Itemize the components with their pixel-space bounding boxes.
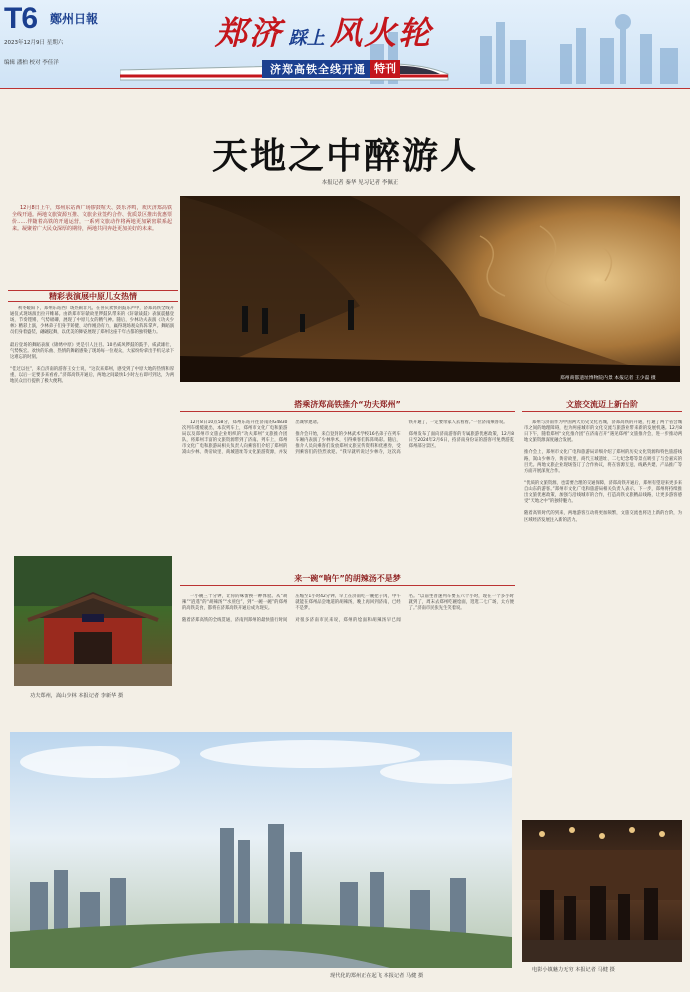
article-headline: 天地之中醉游人 xyxy=(211,135,478,177)
issue-date: 2023年12月9日 星期六 xyxy=(4,40,64,46)
photo-city-caption: 现代化的郑州正在起飞 本报记者 马健 摄 xyxy=(330,973,424,979)
photo-shaolin-temple xyxy=(14,556,172,686)
photo-museum-caption: 郑州商都遗址博物院内景 本报记者 王少磊 摄 xyxy=(560,376,656,381)
photo-city-skyline xyxy=(10,732,512,968)
paper-name: 鄭州日報 xyxy=(50,12,99,26)
banner-tag: 特刊 xyxy=(370,60,400,78)
photo-museum-interior xyxy=(180,196,680,382)
banner-title-part1: 郑济 xyxy=(215,14,284,52)
banner-title xyxy=(215,8,432,54)
banner-title-mid: 踩上 xyxy=(288,28,325,49)
section-text-kungfu: 12月8日10点58分，郑州东站开往济南的G4830次列车缓缓驶出，本次列车上，郑州市文化广电和旅游局以及郑州市文旅企业组织的“功夫郑州”文旅推介团队，将郑州丰富的文旅资源带到了济南。列车上，郑州市文化广电和旅游局相关负责人向乘客们介绍了郑州的嵩山少林、黄帝故里、商城遗址等文化旅游资源，并发出诚挚邀请。 推介会开始，来自登封的少林武术学校16名弟子在列车车厢内表演了少林拳术，引得乘客们阵阵喝彩。随后，推介人员向乘客们发放郑州文旅宣传资料和优惠券，受到乘客们的热烈欢迎。“我早就听说过少林寺，这次高铁开通了，一定要带家人去看看。”一位济南乘客说。 郑州发布了面向济南游客的专属旅游优惠政策，12月8日至2024年2月6日，持济南身份证的游客可免费游览郑州部分景区。 xyxy=(182,420,514,456)
section-head-culture-wrap xyxy=(522,398,682,412)
photo-shaolin-caption: 功夫郑州，嵩山少林 本报记者 李新华 摄 xyxy=(30,693,124,699)
page-number: T6 xyxy=(4,2,38,35)
banner-subtitle-strip xyxy=(262,60,400,78)
editor-credits: 编辑 潘柏 校对 李佳洋 xyxy=(4,60,59,66)
section-head-soup-wrap xyxy=(180,572,515,586)
section-head-kungfu-wrap xyxy=(180,398,515,412)
section-head-kungfu: 搭乘济郑高铁推介“功夫郑州” xyxy=(294,400,401,409)
section-text-soup: 一小碗三十分钟，让你的味蕾换一种体验。从“胡辣”“逍遥”的“胡辣汤”“水煎包”，到“一碗一碗”的郑州的高铁美食，都将在济郑高铁开通后成为现实。 随着济郑高铁的全线贯通，济南到郑州的最快旅行时间压缩至1小时42分钟。早上在济南吃一碗把子肉，中午就能在郑州品尝地道的胡辣汤，晚上再回到济南，已经不是梦。 对很多济南市民来说，郑州的烩面和胡辣汤早已闻名。“以前坐普速列车要五六个小时，现在一个多小时就到了，周末去郑州吃碗烩面，逛逛二七广场，太方便了。”济南市民张先生笑着说。 xyxy=(182,594,514,624)
section-text-culture: 郑州与济南作为中国两大历史文化名城，济郑高铁的开通，打通了两个省会城市之间的地理障碍，也为两座城市的文化交流与旅游业带来新的发展机遇。12月8日下午，随着郑州“文化推介团”在济南召开“遇见郑州”文旅推介会，进一步推动两地文旅资源深度融合发展。 推介会上，郑州市文化广电和旅游局详细介绍了郑州的历史文化资源和特色旅游线路，嵩山少林寺、黄帝故里、商代王城遗址、二七纪念塔等景点吸引了与会嘉宾的目光。两地文旅企业现场签订了合作协议，将在客源互送、线路共建、产品推广等方面开展深度合作。 “优质的文旅资源，也需要合理的交通保障，济郑高铁开通后，郑州有望迎来更多来自山东的游客。”郑州市文化广电和旅游局相关负责人表示，下一步，郑州将持续推出文旅优惠政策，加强与沿线城市的合作，打造高铁文旅精品线路，让更多游客感受“天地之中”的独特魅力。 随着高铁时代的到来，两地游客互动将更加频繁，文旅交流也将迈上新的台阶，为区域经济发展注入新的活力。 xyxy=(524,420,682,523)
section-head-performance: 精彩表演展中原儿女热情 xyxy=(49,291,137,301)
section-head-soup: 来一碗“响午”的胡辣汤不是梦 xyxy=(294,574,401,583)
banner-title-part2: 风火轮 xyxy=(330,14,433,52)
section-head-left-wrap xyxy=(8,290,178,302)
article-lead: 12月8日上午，郑州东站西广场锣鼓喧天、鼓乐齐鸣，欢庆济郑高铁全线开通。两地文旅资源互推、文旅企业签约合作、优质景区推出优惠票价……伴随着高铁的开通运营，一系列文旅动作将两地更加紧密联系起来。凝聚着广大民众深厚的期待，两地共同奔赴更加美好的未来。 xyxy=(12,205,172,232)
page-header xyxy=(0,0,690,88)
banner-subtitle: 济郑高铁全线开通 xyxy=(270,63,366,76)
photo-film-town xyxy=(522,820,682,962)
section-head-culture: 文旅交流迈上新台阶 xyxy=(566,400,638,409)
header-rule xyxy=(0,88,690,89)
section-text-performance: 初冬暖阳下，郑州东站西广场热闹非凡。在喜庆欢快的鼓乐声中，济郑高铁全线开通仪式现场演出拉开帷幕。由新郑市轩辕故里锣鼓队带来的《轩辕战鼓》表演震撼登场，节奏铿锵、气势磅礴，展现了中原儿女的精气神。随后，少林功夫表演《功夫少林》精彩上演，少林弟子们身手矫健、动作刚劲有力，赢得现场观众阵阵掌声。舞蹈演员们身着盛装，翩翩起舞，以优美的舞姿展现了郑州这座千年古都的独特魅力。 最后登场的舞蹈表演《锦绣中原》更是引人注目。10名威风锣鼓的鼓手，威武雄壮，气势恢宏。欢快的乐曲、热情的舞蹈感染了现场每一位观众，大家纷纷拿出手机记录下这难忘的时刻。 “佳过以往”，来自济南的游客王女士说，“这次来郑州，感受到了中原大地的热情和厚重，以后一定要多来看看。”济郑高铁开通后，两地之间最快1小时左右即可到达，为两地民众出行提供了极大便利。 xyxy=(10,306,174,385)
photo-film-town-caption: 电影小镇魅力无穷 本报记者 马健 摄 xyxy=(532,967,615,973)
article-byline: 本报记者 秦华 见习记者 李佩正 xyxy=(321,180,399,186)
